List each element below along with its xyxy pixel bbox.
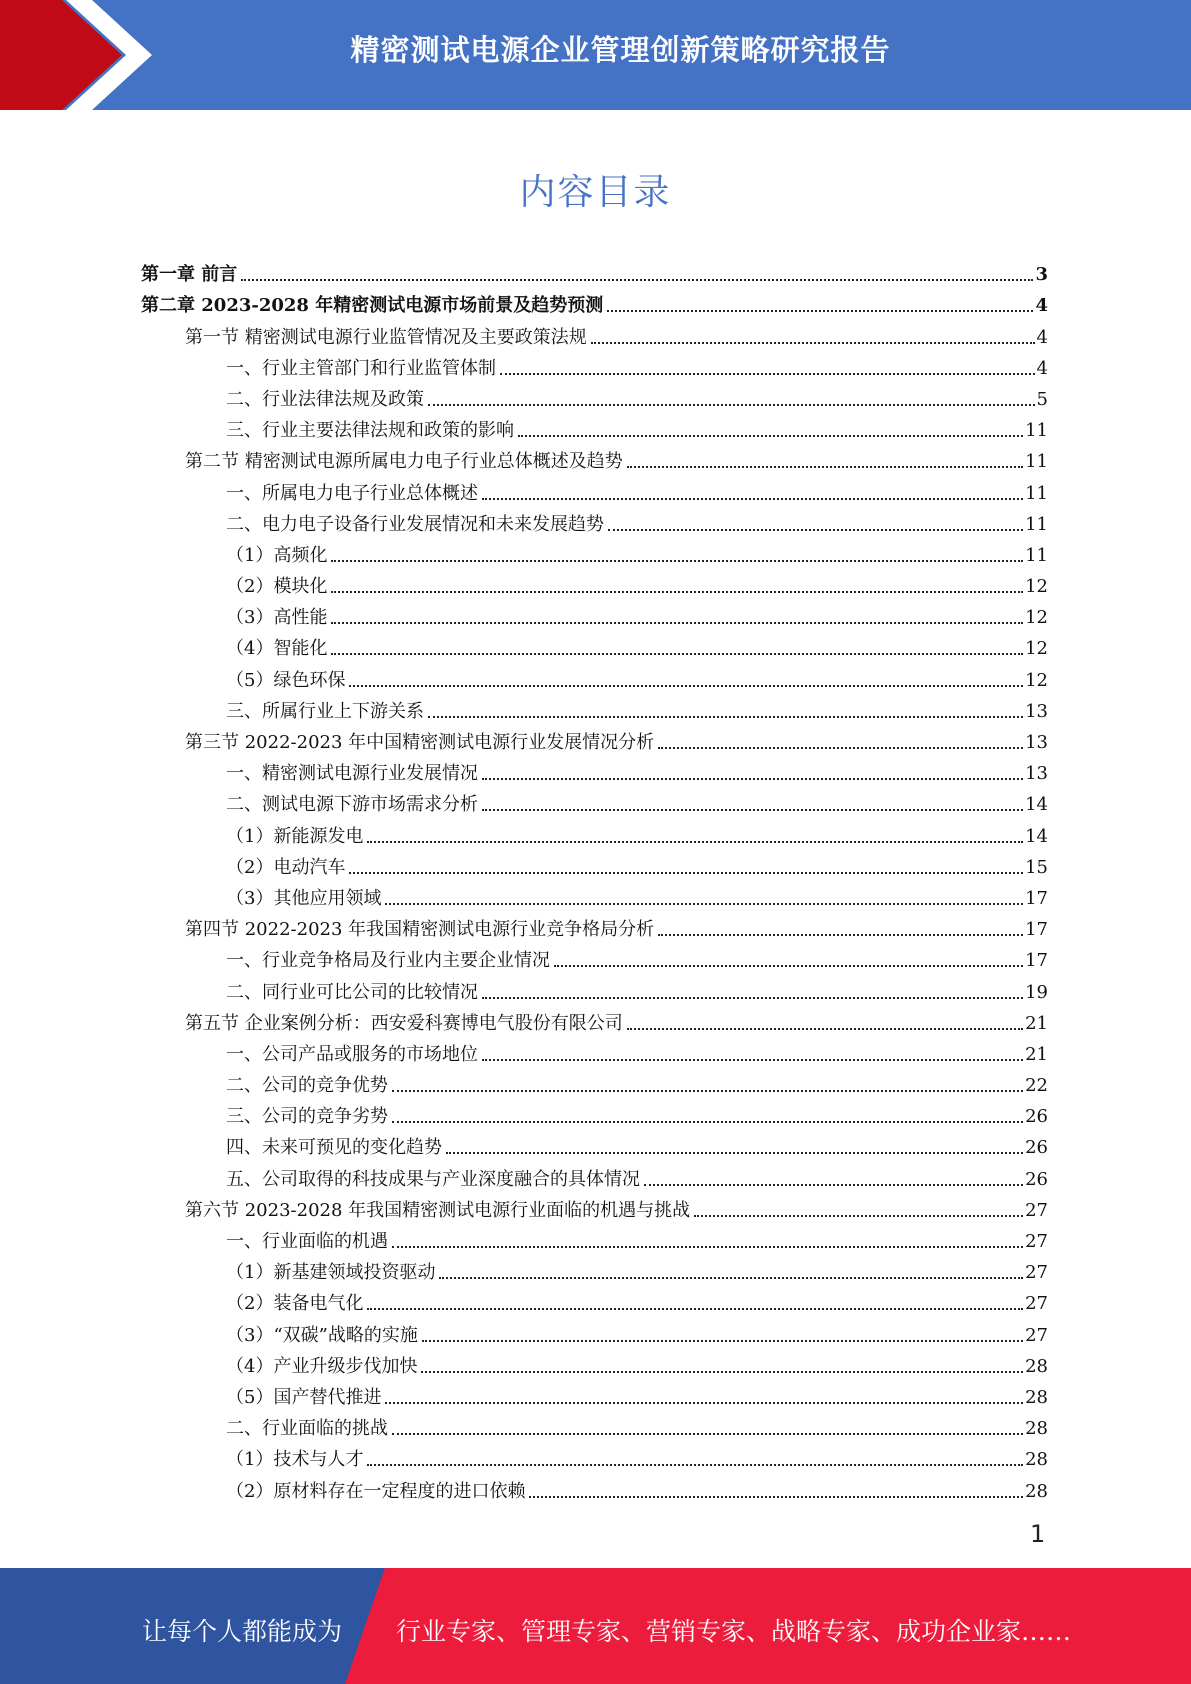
header-banner [0, 0, 1191, 110]
toc-dot-leader [367, 1464, 1023, 1466]
toc-entry-page: 14 [1025, 825, 1048, 847]
toc-entry-page: 11 [1025, 451, 1048, 473]
toc-entry-page: 12 [1025, 638, 1048, 660]
toc-dot-leader [627, 1028, 1023, 1030]
toc-entry[interactable] [141, 940, 1048, 971]
toc-entry-page: 22 [1025, 1075, 1048, 1097]
toc-dot-leader [608, 529, 1023, 531]
toc-entry[interactable] [141, 722, 1048, 753]
toc-entry[interactable] [141, 1190, 1048, 1221]
toc-dot-leader [500, 373, 1035, 375]
toc-dot-leader [482, 1059, 1023, 1061]
toc-dot-leader [331, 622, 1023, 624]
toc-dot-leader [421, 1371, 1023, 1373]
toc-entry-title: 一、所属电力电子行业总体概述 [226, 482, 478, 504]
toc-entry[interactable] [141, 1283, 1048, 1314]
toc-dot-leader [392, 1246, 1023, 1248]
toc-entry-title: 二、公司的竞争优势 [226, 1075, 388, 1097]
toc-entry-title: （2）原材料存在一定程度的进口依赖 [226, 1480, 526, 1502]
toc-dot-leader [529, 1496, 1023, 1498]
table-of-contents [141, 254, 1048, 1502]
toc-entry[interactable] [141, 504, 1048, 535]
toc-entry-page: 12 [1025, 669, 1048, 691]
toc-entry-page: 3 [1035, 264, 1048, 286]
toc-entry-title: 一、行业竞争格局及行业内主要企业情况 [226, 950, 550, 972]
toc-entry-title: 二、同行业可比公司的比较情况 [226, 981, 478, 1003]
toc-dot-leader [392, 1090, 1023, 1092]
toc-entry[interactable] [141, 753, 1048, 784]
toc-entry-page: 28 [1025, 1386, 1048, 1408]
toc-dot-leader [482, 997, 1023, 999]
toc-dot-leader [331, 653, 1023, 655]
toc-entry-title: 一、公司产品或服务的市场地位 [226, 1043, 478, 1065]
toc-dot-leader [349, 872, 1023, 874]
toc-dot-leader [367, 1308, 1023, 1310]
toc-entry[interactable] [141, 971, 1048, 1002]
toc-dot-leader [658, 747, 1023, 749]
toc-entry[interactable] [141, 254, 1048, 285]
toc-entry-title: （1）技术与人才 [226, 1449, 364, 1471]
toc-entry-page: 27 [1025, 1199, 1048, 1221]
toc-entry-title: （2）模块化 [226, 576, 328, 598]
toc-entry-title: （3）其他应用领域 [226, 887, 382, 909]
toc-entry-title: （3）“双碳”战略的实施 [226, 1324, 418, 1346]
toc-entry-title: 二、行业面临的挑战 [226, 1418, 388, 1440]
toc-entry-page: 11 [1025, 544, 1048, 566]
toc-entry-title: （1）新能源发电 [226, 825, 364, 847]
page-number: 1 [1030, 1520, 1046, 1548]
toc-entry-page: 27 [1025, 1231, 1048, 1252]
toc-entry[interactable] [141, 472, 1048, 503]
toc-entry-title: 二、测试电源下游市场需求分析 [226, 794, 478, 816]
toc-dot-leader [554, 965, 1023, 967]
toc-entry[interactable] [141, 1003, 1048, 1034]
toc-entry[interactable] [141, 1034, 1048, 1065]
toc-entry-title: 第六节 2023-2028 年我国精密测试电源行业面临的机遇与挑战 [185, 1199, 691, 1221]
toc-entry[interactable] [141, 628, 1048, 659]
toc-entry-page: 27 [1025, 1324, 1048, 1346]
toc-entry-title: 第五节 企业案例分析：西安爱科赛博电气股份有限公司 [185, 1012, 623, 1034]
toc-entry[interactable] [141, 316, 1048, 347]
toc-entry-page: 11 [1025, 513, 1048, 535]
toc-entry[interactable] [141, 535, 1048, 566]
toc-entry[interactable] [141, 909, 1048, 940]
toc-dot-leader [439, 1277, 1023, 1279]
toc-entry-page: 26 [1025, 1137, 1048, 1159]
toc-entry[interactable] [141, 1127, 1048, 1158]
footer-slogan-left: 让每个人都能成为 [142, 1617, 343, 1646]
toc-entry-page: 13 [1025, 763, 1048, 785]
toc-entry-page: 21 [1025, 1012, 1048, 1034]
toc-entry-page: 11 [1025, 420, 1048, 442]
toc-dot-leader [422, 1340, 1023, 1342]
toc-entry[interactable] [141, 1252, 1048, 1283]
toc-entry[interactable] [141, 1065, 1048, 1096]
toc-entry-page: 28 [1025, 1449, 1048, 1471]
toc-dot-leader [591, 342, 1035, 344]
toc-entry-title: 二、行业法律法规及政策 [226, 388, 424, 410]
toc-dot-leader [644, 1184, 1023, 1186]
toc-entry[interactable] [141, 1377, 1048, 1408]
toc-entry[interactable] [141, 1408, 1048, 1439]
toc-entry-page: 27 [1025, 1262, 1048, 1284]
toc-entry-page: 28 [1025, 1480, 1048, 1502]
toc-entry[interactable] [141, 441, 1048, 472]
toc-entry-title: 第二章 2023-2028 年精密测试电源市场前景及趋势预测 [141, 295, 604, 317]
toc-entry[interactable] [141, 285, 1048, 316]
report-title: 精密测试电源企业管理创新策略研究报告 [350, 33, 891, 67]
toc-entry-title: （1）新基建领域投资驱动 [226, 1262, 436, 1284]
toc-dot-leader [518, 435, 1023, 437]
toc-entry-page: 13 [1025, 700, 1048, 722]
toc-entry-page: 17 [1025, 950, 1048, 972]
toc-entry-page: 28 [1025, 1355, 1048, 1377]
toc-entry-page: 27 [1025, 1293, 1048, 1315]
toc-entry[interactable] [141, 566, 1048, 597]
toc-entry-title: （2）装备电气化 [226, 1293, 364, 1315]
toc-entry[interactable] [141, 1314, 1048, 1345]
toc-dot-leader [367, 841, 1023, 843]
toc-entry-title: 五、公司取得的科技成果与产业深度融合的具体情况 [226, 1168, 640, 1190]
toc-entry-page: 19 [1025, 981, 1048, 1003]
toc-dot-leader [428, 716, 1023, 718]
toc-dot-leader [349, 685, 1023, 687]
toc-dot-leader [385, 1402, 1023, 1404]
toc-entry-title: 一、行业主管部门和行业监管体制 [226, 357, 496, 379]
toc-dot-leader [392, 1121, 1023, 1123]
toc-entry-title: 四、未来可预见的变化趋势 [226, 1137, 442, 1159]
toc-entry-page: 21 [1025, 1043, 1048, 1065]
toc-dot-leader [428, 404, 1035, 406]
toc-entry-title: 一、行业面临的机遇 [226, 1231, 388, 1252]
toc-dot-leader [392, 1433, 1023, 1435]
toc-dot-leader [446, 1152, 1023, 1154]
toc-entry-title: （2）电动汽车 [226, 856, 346, 878]
toc-entry[interactable] [141, 815, 1048, 846]
toc-entry-title: 三、行业主要法律法规和政策的影响 [226, 420, 514, 442]
toc-entry-page: 15 [1025, 856, 1048, 878]
toc-entry[interactable] [141, 597, 1048, 628]
toc-entry-page: 26 [1025, 1106, 1048, 1128]
toc-entry-page: 14 [1025, 794, 1048, 816]
toc-entry-title: 第一节 精密测试电源行业监管情况及主要政策法规 [185, 326, 587, 348]
toc-entry-title: 第四节 2022-2023 年我国精密测试电源行业竞争格局分析 [185, 919, 655, 941]
toc-entry-title: 三、所属行业上下游关系 [226, 700, 424, 722]
toc-entry-title: 第二节 精密测试电源所属电力电子行业总体概述及趋势 [185, 451, 623, 473]
toc-entry-title: （4）产业升级步伐加快 [226, 1355, 418, 1377]
footer-banner [0, 1568, 1191, 1684]
toc-entry-page: 17 [1025, 919, 1048, 941]
toc-entry-page: 12 [1025, 576, 1048, 598]
toc-entry-page: 5 [1036, 388, 1048, 410]
toc-entry-title: 二、电力电子设备行业发展情况和未来发展趋势 [226, 513, 604, 535]
toc-entry[interactable] [141, 691, 1048, 722]
toc-heading: 内容目录 [519, 172, 672, 213]
toc-entry[interactable] [141, 348, 1048, 379]
toc-entry-title: 一、精密测试电源行业发展情况 [226, 763, 478, 785]
toc-entry[interactable] [141, 878, 1048, 909]
toc-entry[interactable] [141, 1346, 1048, 1377]
toc-entry-page: 17 [1025, 887, 1048, 909]
toc-entry-title: （4）智能化 [226, 638, 328, 660]
toc-entry-title: （1）高频化 [226, 544, 328, 566]
toc-entry[interactable] [141, 1221, 1048, 1252]
toc-entry[interactable] [141, 1470, 1048, 1501]
toc-entry[interactable] [141, 1158, 1048, 1189]
toc-dot-leader [627, 466, 1023, 468]
toc-dot-leader [482, 778, 1023, 780]
toc-entry[interactable] [141, 1439, 1048, 1470]
toc-entry-page: 26 [1025, 1168, 1048, 1190]
toc-dot-leader [658, 934, 1023, 936]
toc-dot-leader [482, 809, 1023, 811]
toc-entry-page: 4 [1036, 357, 1048, 379]
footer-slogan-right: 行业专家、管理专家、营销专家、战略专家、成功企业家…… [396, 1617, 1072, 1646]
toc-entry[interactable] [141, 1096, 1048, 1127]
toc-entry[interactable] [141, 410, 1048, 441]
toc-entry-title: 第三节 2022-2023 年中国精密测试电源行业发展情况分析 [185, 732, 655, 753]
toc-dot-leader [331, 591, 1023, 593]
toc-dot-leader [607, 310, 1033, 312]
toc-entry[interactable] [141, 784, 1048, 815]
toc-entry-title: （5）国产替代推进 [226, 1386, 382, 1408]
toc-entry-title: 第一章 前言 [141, 264, 238, 286]
toc-dot-leader [694, 1215, 1023, 1217]
toc-entry-title: 三、公司的竞争劣势 [226, 1106, 388, 1128]
toc-dot-leader [241, 279, 1033, 281]
toc-entry-page: 4 [1035, 295, 1048, 317]
toc-entry-page: 28 [1025, 1418, 1048, 1440]
toc-entry[interactable] [141, 847, 1048, 878]
toc-entry[interactable] [141, 379, 1048, 410]
toc-entry-page: 4 [1036, 326, 1048, 348]
toc-entry-title: （3）高性能 [226, 607, 328, 629]
toc-entry-page: 13 [1025, 732, 1048, 753]
toc-entry[interactable] [141, 659, 1048, 690]
toc-entry-page: 12 [1025, 607, 1048, 629]
toc-entry-title: （5）绿色环保 [226, 669, 346, 691]
toc-entry-page: 11 [1025, 482, 1048, 504]
toc-dot-leader [385, 903, 1023, 905]
toc-dot-leader [331, 560, 1023, 562]
toc-dot-leader [482, 498, 1023, 500]
